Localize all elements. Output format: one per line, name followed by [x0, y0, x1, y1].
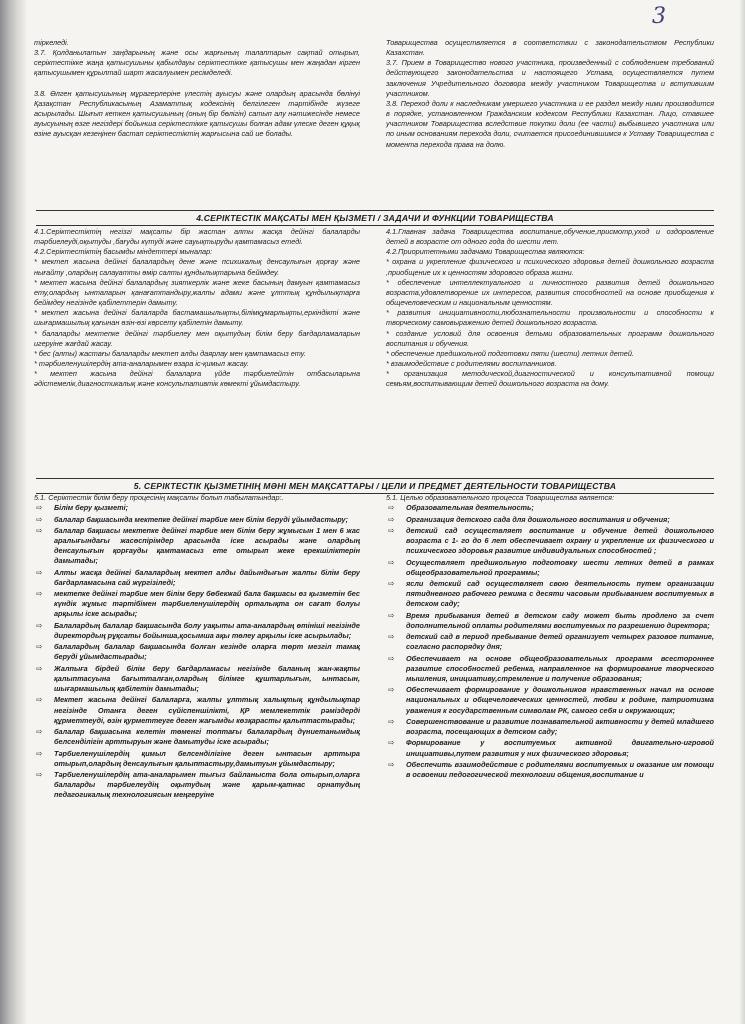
page-shadow: [739, 0, 745, 1024]
list-item-text: балалар бақшасына келетін төменгі топтағы балалардың дүниетанымдық белсенділігін арттыруын және дамытуды іске асырады;: [54, 727, 360, 747]
list-item-text: Тәрбиеленушілердің ата-аналарымен тығыз байланыста бола отырып,оларға балаларды тәрбиелеудің оқытудың және қарым-қатнас орнатудың педагогикалық технологиясын меңгеруіне: [54, 770, 360, 800]
list-item: [386, 526, 714, 556]
list-item-text: детский сад осуществляет воспитание и обучение детей дошкольного возраста с 1- го до 6 лет обеспечивает охрану и укрепление их физического и психического здоровья развитие индивидуальных способностей ;: [406, 525, 714, 556]
list-item-text: балалар бақшасында мектепке дейінгі тәрбие мен білім беруді ұйымдастыру;: [54, 514, 349, 524]
arrow-icon: ⇨: [388, 685, 395, 695]
list-item-text: ясли детский сад осуществляет свою деятельность путем организации пятидневного рабочего режима с десяти часовым прибыванием воспитуемых в детском саду;: [406, 579, 714, 609]
list-item-text: Білім беру қызметі;: [54, 503, 129, 513]
arrow-icon: ⇨: [36, 663, 43, 673]
arrow-icon: ⇨: [36, 589, 43, 599]
arrow-icon: ⇨: [388, 653, 395, 663]
list-item-text: балалардың балалар бақшасында болған кезінде оларға төрт мезгіл тамақ беруді ұйымдастырады;: [54, 642, 360, 662]
section-4-left-column: [34, 227, 360, 473]
list-item: [386, 760, 714, 780]
list-item: [34, 749, 360, 769]
list-item: [34, 770, 360, 800]
arrow-icon: ⇨: [36, 695, 43, 705]
list-item-text: Балалардың балалар бақшасында болу уақыты ата-аналардың өтініші негізінде директордың рұқсаты бойынша,қосымша ақы төлеу арқылы іске асырылады;: [54, 620, 360, 640]
list-item: [386, 515, 714, 525]
list-item: [34, 515, 360, 525]
arrow-icon: ⇨: [388, 503, 395, 513]
section-4-left-paragraph: * мектеп жасына дейінгі балаларға үйде тәрбиелейтін отбасыларына әдістемелік,диагностикалық және консультативтік көмекті ұйымдастыру.: [34, 369, 360, 389]
arrow-icon: ⇨: [36, 514, 43, 524]
list-item: [34, 503, 360, 513]
list-item: [34, 568, 360, 588]
list-item-text: балалар бақшасы мектепке дейінгі тәрбие мен білім беру жұмысын 1 мен 6 жас аралығындағы жасөспірімдер арасында іске асырады және олардың денсаулығын қорғауды қамтамасыз ете отырып жеке ерекшіліктерін дамытады;: [54, 525, 360, 566]
section-4-right-paragraph: 4.1.Главная задача Товарищества воспитание,обучение,присмотр,уход и оздоровление детей в возрасте от одного года до шести лет.: [386, 227, 714, 247]
list-item-text: мектепке дейінгі тәрбие мен білім беру бөбекжай бала бақшасы өз қызметін бес күндік жұмыс тәртібімен тәрбиеленушілердің орталықта он сағат болуы арқылы іске асырады;: [54, 589, 360, 619]
section-4-left-paragraph: 4.2.Серіктестіктің басымды міндеттері мыналар:: [34, 247, 213, 257]
list-item-text: Совершенствование и развитие познавательной активности у детей младшего возраста, посещающих в детском саду;: [406, 716, 714, 737]
list-item-text: Мектеп жасына дейінгі балаларға, жалпы ұлттық халықтық құндылықтар негізінде Отанға деген сүйіспеншілікті, ҚР мемлекеттік рәміздерді құрметтеуді, өзін қурметтеуге деген жағымды көзқарасты қалыптастырады;: [54, 695, 360, 725]
arrow-icon: ⇨: [36, 567, 43, 577]
top-right-column: [386, 38, 714, 208]
list-item: [386, 579, 714, 609]
top-left-paragraph: 3.7. Қолданылатын заңдарының және осы жарғының талаптарын сақтай отырып, серіктестікке жаңа қатысушыны қабылдауы серіктестікке қатысушы мен жаңадан кірген қатысушымен құрылтай шарт жасалуымен ресімделеді.: [34, 48, 360, 78]
list-item: [34, 695, 360, 725]
section-5-right-list: [386, 503, 714, 780]
arrow-icon: ⇨: [388, 557, 395, 567]
top-left-paragraph: тіркеледі.: [34, 38, 69, 47]
top-right-paragraph: 3.8. Переход доли к наследникам умершего участника и ее раздел между ними производится в порядке, установленном Гражданским кодексом Республики Казахстан. Лицо, ставшее участником Товарищества вследствие покупки доли (ее части) выбывшего участника или по иным основаниям перехода доли, считается присоединившимся к Уставу Товарищества с момента перехода права на долю.: [386, 98, 714, 149]
list-item: [386, 654, 714, 684]
list-item: [386, 611, 714, 631]
section-4-left-paragraph: * балаларды мектепке дейінгі тәрбиелеу мен оқытудың білім беру бағдарламаларын игеруіне жағдай жасау.: [34, 328, 360, 348]
section-4-right-paragraph: * обеспечение интеллектуального и личностного развития детей дошкольного возраста,удовлетворение их интересов, развития способностей на основе приобщения к общечеловеческим и национальным ценностям.: [386, 277, 714, 308]
page-number: 3: [652, 4, 666, 29]
section-5-left-lead: 5.1. Серіктестік білім беру процесінің мақсаты болып табылатындар:.: [34, 493, 284, 502]
list-item: [386, 738, 714, 758]
section-4-right-paragraph: * развития инициативности,любознательности произвольности и способности к творческому самовыражению детей дошкольного возраста.: [386, 308, 714, 328]
section-4-left-paragraph: * мектеп жасына дейінгі балалардың дене және психикалық денсаулығын қорғау және нығайту ,олардың салауатты өмір салты құндылықтарына бейімдеу.: [34, 257, 360, 277]
list-item-text: Осуществляет предшкольную подготовку шести летних детей в рамках общеобразовательной программы;: [406, 557, 714, 577]
list-item: [34, 727, 360, 747]
list-item: [34, 526, 360, 567]
top-left-column: [34, 38, 360, 208]
section-5-left-column: [34, 493, 360, 1019]
section-4-right-paragraph: * взаимодействие с родителями воспитанников.: [386, 359, 557, 369]
arrow-icon: ⇨: [36, 770, 43, 780]
list-item-text: детский сад в период пребывание детей организует четырех разовое питание, согласно распорядку дня;: [406, 632, 714, 652]
list-item: [34, 642, 360, 662]
arrow-icon: ⇨: [388, 738, 395, 748]
list-item: [386, 632, 714, 652]
section-5-left-list: [34, 503, 360, 800]
list-item: [34, 589, 360, 619]
list-item-text: Обеспечить взаимодействие с родителями воспитуемых и оказание им помощи в освоении педогогической технологии общения,воспитание и: [406, 759, 714, 780]
arrow-icon: ⇨: [36, 525, 43, 535]
list-item: [386, 717, 714, 737]
arrow-icon: ⇨: [388, 716, 395, 726]
section-4-right-paragraph: * организация методической,диагностической и консультативной помощи семьям,воспитывающим детей дошкольного возраста на дому.: [386, 369, 714, 389]
section-4-left-paragraph: * тәрбиеленушілердің ата-аналарымен өзара іс-қимыл жасау.: [34, 359, 249, 369]
list-item-text: Формирование у воспитуемых активной двигательно-игровой инициативы,путем развития у них физического здоровья;: [406, 738, 714, 758]
top-right-paragraph: Товарищества осуществляется в соответствии с законодательством Республики Казахстан.: [386, 38, 714, 58]
binding-edge: [0, 0, 26, 1024]
section-4-left-paragraph: * мектеп жасына дейінгі балаларда бастамашылықты,білімқұмарлықты,еркіндікті және шығармашылық қағынан өзін-өзі көрсету қабілетін дамыту.: [34, 308, 360, 328]
arrow-icon: ⇨: [388, 579, 395, 588]
arrow-icon: ⇨: [36, 620, 43, 630]
section-5-right-lead: 5.1. Целью образовательного процесса Товарищества является:: [386, 493, 615, 502]
arrow-icon: ⇨: [388, 632, 395, 642]
arrow-icon: ⇨: [388, 514, 395, 524]
section-4-right-paragraph: * создание условий для освоения детьми образовательных программ дошкольного воспитания и обучения.: [386, 328, 714, 348]
section-4-left-paragraph: * бес (алты) жастағы балаларды мектеп алды даярлау мен қамтамасыз ету.: [34, 348, 306, 358]
list-item-text: Жалпыға бірдей білім беру бағдарламасы негізінде баланың жан-жақты қалыптасуына бағытталған,олардың білімге құштарлығын, ынтасын, шығармашылық қабілетін дамытады;: [54, 663, 360, 694]
arrow-icon: ⇨: [36, 642, 43, 652]
section-5-title: 5. СЕРІКТЕСТІК ҚЫЗМЕТІНІҢ МӘНІ МЕН МАҚСАТТАРЫ / ЦЕЛИ И ПРЕДМЕТ ДЕЯТЕЛЬНОСТИ ТОВАРИЩЕСТВА: [36, 478, 714, 494]
list-item-text: Образовательная деятельность;: [406, 503, 534, 513]
arrow-icon: ⇨: [36, 727, 43, 737]
section-4-title: 4.СЕРІКТЕСТІК МАҚСАТЫ МЕН ҚЫЗМЕТІ / ЗАДАЧИ И ФУНКЦИИ ТОВАРИЩЕСТВА: [36, 210, 714, 226]
list-item: [386, 685, 714, 715]
list-item: [386, 558, 714, 578]
top-right-paragraph: 3.7. Прием в Товарищество нового участника, произведенный с соблюдением требований действующего законодательства и настоящего Устава, осуществляется путем заключения Учредительного договора между участником Товарищества и вступившим участником.: [386, 58, 714, 98]
arrow-icon: ⇨: [388, 525, 395, 535]
section-4-left-paragraph: * мектеп жасына дейінгі балалардың зияткерлік және жеке басының дамуын қамтамасыз ету,олардың ынталарын қанағаттандыру,жалпы адами және ұлттық құндылықтарға бейімдеу негізінде қабілеттерін дамыту.: [34, 277, 360, 308]
section-5-right-column: [386, 493, 714, 1019]
list-item-text: Обеспечивает на основе общеобразовательных программ всестороннее развитие способностей ребенка, направленное на формирование творческого мышления, инициативу,стремление и получение образования;: [406, 653, 714, 683]
list-item: [34, 621, 360, 641]
section-4-right-paragraph: * обеспечение предшкольной подготовки пяти (шести) летних детей.: [386, 348, 634, 358]
arrow-icon: ⇨: [388, 759, 395, 769]
section-4-right-column: [386, 227, 714, 473]
list-item-text: Тәрбиеленушілердің қимыл белсенділігіне деген ынтасын арттыра отырып,олардың денсаулығын қалыптастыру,дамытуын ұйымдастыру;: [54, 748, 360, 768]
list-item-text: Время прибывания детей в детском саду может быть продлено за счет дополнительной оплаты родителями воспитуемых по разрешению директора;: [406, 610, 714, 630]
list-item: [386, 503, 714, 513]
arrow-icon: ⇨: [388, 610, 395, 620]
section-4-right-paragraph: 4.2.Приоритетными задачами Товарищества являются:: [386, 247, 585, 257]
arrow-icon: ⇨: [36, 748, 43, 758]
arrow-icon: ⇨: [36, 503, 43, 513]
list-item: [34, 664, 360, 694]
list-item-text: Организация детского сада для дошкольного воспитания и обучения;: [406, 514, 670, 524]
list-item-text: Обеспечивает формирование у дошкольников нравственных начал на основе национальных и общечеловеческих ценностей, любви к родине, патриотизма уважения к государственным символам РК, самого себя и окружающих;: [406, 685, 714, 715]
section-4-right-paragraph: * охрана и укрепление физического и психического здоровья детей дошкольного возраста ,приобщение их к ценностям здорового образа жизни.: [386, 257, 714, 277]
list-item-text: Алты жасқа дейінгі балалардың мектеп алды дайындығын жалпы білім беру бағдарламасына сай жүргізіледі;: [54, 567, 360, 587]
section-4-left-paragraph: 4.1.Серіктестіктің негізгі мақсаты бір жастан алты жасқа дейінгі балаларды тәрбиелеуді,оқытуды ,бағуды күтуді және сауықтыруды қамтамасыз етеді.: [34, 227, 360, 247]
top-left-paragraph: 3.8. Өлген қатысушының мұрагерлеріне үлестің ауысуы және олардың арасында бөлінуі Қазақстан Республикасының Азаматтық кодексінің белгілеген тәртібінде жүзеге асырылады. Шығып кеткен қатысушының (оның бір бөлігін) сатып алу нәтижесінде немесе ауысуының өзге негіздері бойынша серіктестікке қатысушы болған адам үлеске деген құқық өзіне ауысқан кезеңінен бастап серіктестіктің жарғысына сай ие болады.: [34, 88, 360, 139]
